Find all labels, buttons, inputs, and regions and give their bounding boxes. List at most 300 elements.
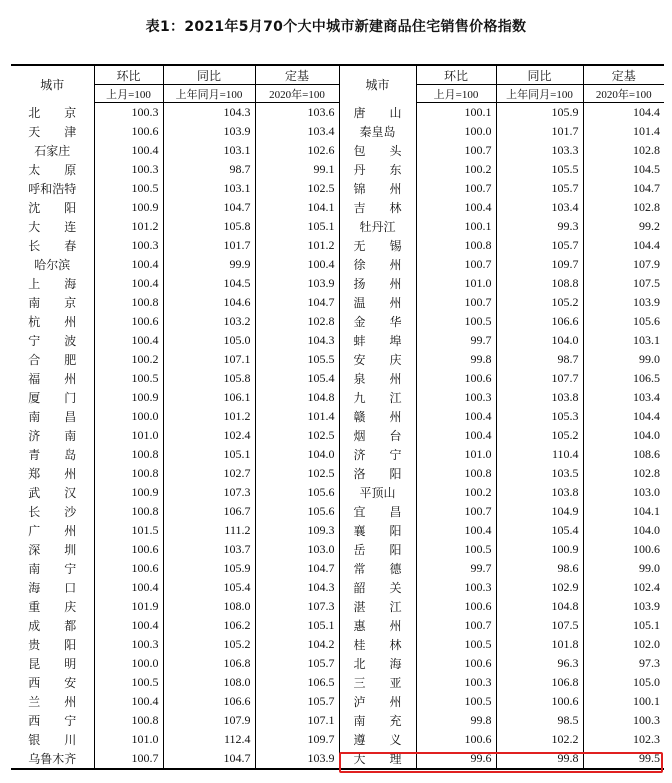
- left-yoy-cell: 104.7: [163, 749, 255, 769]
- left-city-cell: 厦 门: [28, 391, 77, 405]
- left-city-cell: 青 岛: [28, 448, 77, 462]
- table-row: [11, 198, 664, 217]
- table-row: [11, 350, 664, 369]
- right-mom-cell: 100.4: [416, 198, 496, 217]
- right-city-cell: 包 头: [339, 141, 416, 160]
- mom-ref-right: 上月=100: [416, 85, 496, 103]
- right-mom-cell: 100.5: [416, 692, 496, 711]
- left-base-cell: 104.7: [255, 293, 339, 312]
- right-city-cell: 洛 阳: [339, 464, 416, 483]
- base-header-left: 定基: [255, 65, 339, 85]
- table-row: [11, 179, 664, 198]
- table-row: [11, 445, 664, 464]
- right-city-cell: 唐 山: [339, 103, 416, 123]
- table-row: [11, 369, 664, 388]
- left-mom-cell: 101.0: [94, 730, 163, 749]
- right-mom-cell: 100.6: [416, 730, 496, 749]
- left-city-cell: 武 汉: [28, 486, 77, 500]
- left-base-cell: 103.6: [255, 103, 339, 123]
- right-city-cell: 北 海: [339, 654, 416, 673]
- base-header-right: 定基: [583, 65, 664, 85]
- left-yoy-cell: 105.4: [163, 578, 255, 597]
- left-mom-cell: 100.6: [94, 312, 163, 331]
- left-yoy-cell: 103.1: [163, 179, 255, 198]
- left-city-cell: 太 原: [28, 163, 77, 177]
- left-mom-cell: 100.5: [94, 179, 163, 198]
- left-yoy-cell: 103.2: [163, 312, 255, 331]
- left-yoy-cell: 106.1: [163, 388, 255, 407]
- left-base-cell: 101.2: [255, 236, 339, 255]
- right-yoy-cell: 101.7: [496, 122, 583, 141]
- right-city-cell: 烟 台: [339, 426, 416, 445]
- right-yoy-cell: 107.5: [496, 616, 583, 635]
- city-header-left: 城市: [40, 77, 65, 92]
- left-mom-cell: 100.8: [94, 445, 163, 464]
- left-base-cell: 102.8: [255, 312, 339, 331]
- right-base-cell: 103.4: [583, 388, 664, 407]
- right-mom-cell: 100.2: [416, 160, 496, 179]
- right-base-cell: 100.3: [583, 711, 664, 730]
- right-yoy-cell: 101.8: [496, 635, 583, 654]
- right-yoy-cell: 107.7: [496, 369, 583, 388]
- price-index-table: [11, 64, 664, 770]
- right-yoy-cell: 96.3: [496, 654, 583, 673]
- right-yoy-cell: 98.5: [496, 711, 583, 730]
- left-yoy-cell: 101.7: [163, 236, 255, 255]
- right-yoy-cell: 99.3: [496, 217, 583, 236]
- table-row: [11, 236, 664, 255]
- right-yoy-cell: 104.0: [496, 331, 583, 350]
- right-base-cell: 104.7: [583, 179, 664, 198]
- left-yoy-cell: 106.2: [163, 616, 255, 635]
- left-yoy-cell: 111.2: [163, 521, 255, 540]
- left-base-cell: 102.5: [255, 426, 339, 445]
- left-mom-cell: 100.4: [94, 255, 163, 274]
- left-base-cell: 107.1: [255, 711, 339, 730]
- right-mom-cell: 100.4: [416, 407, 496, 426]
- left-base-cell: 105.6: [255, 483, 339, 502]
- right-mom-cell: 100.1: [416, 103, 496, 123]
- left-base-cell: 107.3: [255, 597, 339, 616]
- table-row: [11, 255, 664, 274]
- left-base-cell: 104.0: [255, 445, 339, 464]
- right-city-cell: 徐 州: [339, 255, 416, 274]
- right-city-cell: 桂 林: [339, 635, 416, 654]
- left-yoy-cell: 104.7: [163, 198, 255, 217]
- table-row: [11, 616, 664, 635]
- right-mom-cell: 100.6: [416, 369, 496, 388]
- left-yoy-cell: 104.5: [163, 274, 255, 293]
- left-mom-cell: 100.0: [94, 654, 163, 673]
- left-mom-cell: 100.4: [94, 578, 163, 597]
- left-yoy-cell: 105.8: [163, 217, 255, 236]
- left-yoy-cell: 105.9: [163, 559, 255, 578]
- left-city-cell: 济 南: [28, 429, 77, 443]
- right-city-cell: 安 庆: [339, 350, 416, 369]
- left-base-cell: 105.7: [255, 654, 339, 673]
- left-yoy-cell: 106.7: [163, 502, 255, 521]
- table-row: [11, 103, 664, 123]
- left-city-cell: 北 京: [28, 105, 77, 120]
- yoy-header-left: 同比: [163, 65, 255, 85]
- left-mom-cell: 100.5: [94, 369, 163, 388]
- right-yoy-cell: 106.6: [496, 312, 583, 331]
- left-city-cell: 天 津: [28, 125, 77, 139]
- left-base-cell: 105.4: [255, 369, 339, 388]
- right-city-cell: 宜 昌: [339, 502, 416, 521]
- left-mom-cell: 101.2: [94, 217, 163, 236]
- right-base-cell: 105.0: [583, 673, 664, 692]
- left-mom-cell: 100.3: [94, 160, 163, 179]
- table-row: [11, 502, 664, 521]
- table-row: [11, 160, 664, 179]
- table-row: [11, 540, 664, 559]
- right-mom-cell: 100.4: [416, 426, 496, 445]
- right-base-cell: 101.4: [583, 122, 664, 141]
- right-yoy-cell: 105.7: [496, 179, 583, 198]
- left-base-cell: 104.1: [255, 198, 339, 217]
- right-city-cell: 吉 林: [339, 198, 416, 217]
- right-mom-cell: 100.1: [416, 217, 496, 236]
- right-mom-cell: 100.6: [416, 597, 496, 616]
- right-city-cell: 襄 阳: [339, 521, 416, 540]
- left-base-cell: 104.3: [255, 331, 339, 350]
- left-mom-cell: 100.0: [94, 407, 163, 426]
- left-city-cell: 长 春: [28, 239, 77, 253]
- left-yoy-cell: 102.7: [163, 464, 255, 483]
- right-mom-cell: 100.7: [416, 141, 496, 160]
- table-row: [11, 274, 664, 293]
- left-mom-cell: 100.8: [94, 711, 163, 730]
- right-base-cell: 99.0: [583, 350, 664, 369]
- right-yoy-cell: 103.5: [496, 464, 583, 483]
- table-row: [11, 692, 664, 711]
- right-base-cell: 104.4: [583, 407, 664, 426]
- base-ref-right: 2020年=100: [583, 85, 664, 103]
- table-row: [11, 293, 664, 312]
- left-mom-cell: 100.3: [94, 103, 163, 123]
- right-yoy-cell: 103.3: [496, 141, 583, 160]
- left-city-cell: 宁 波: [28, 334, 77, 348]
- right-base-cell: 107.5: [583, 274, 664, 293]
- right-yoy-cell: 106.8: [496, 673, 583, 692]
- right-yoy-cell: 108.8: [496, 274, 583, 293]
- left-city-cell: 昆 明: [28, 657, 77, 671]
- right-mom-cell: 100.5: [416, 635, 496, 654]
- right-mom-cell: 100.7: [416, 502, 496, 521]
- right-mom-cell: 99.6: [416, 749, 496, 769]
- right-mom-cell: 101.0: [416, 274, 496, 293]
- right-city-cell: 大 理: [339, 749, 416, 769]
- left-mom-cell: 100.9: [94, 483, 163, 502]
- left-mom-cell: 100.4: [94, 141, 163, 160]
- left-base-cell: 102.5: [255, 464, 339, 483]
- right-mom-cell: 100.7: [416, 179, 496, 198]
- table-row: [11, 141, 664, 160]
- left-yoy-cell: 106.8: [163, 654, 255, 673]
- right-city-cell: 泸 州: [339, 692, 416, 711]
- right-base-cell: 104.4: [583, 103, 664, 123]
- left-base-cell: 104.7: [255, 559, 339, 578]
- left-yoy-cell: 108.0: [163, 597, 255, 616]
- left-base-cell: 102.5: [255, 179, 339, 198]
- base-ref-left: 2020年=100: [255, 85, 339, 103]
- right-base-cell: 102.8: [583, 141, 664, 160]
- left-base-cell: 109.7: [255, 730, 339, 749]
- right-yoy-cell: 98.7: [496, 350, 583, 369]
- left-mom-cell: 100.8: [94, 502, 163, 521]
- right-yoy-cell: 103.8: [496, 483, 583, 502]
- left-city-cell: 海 口: [28, 581, 77, 595]
- left-base-cell: 100.4: [255, 255, 339, 274]
- left-base-cell: 104.3: [255, 578, 339, 597]
- right-mom-cell: 100.6: [416, 654, 496, 673]
- reference-row: [11, 85, 664, 103]
- left-mom-cell: 100.7: [94, 749, 163, 769]
- right-mom-cell: 100.7: [416, 293, 496, 312]
- right-yoy-cell: 99.8: [496, 749, 583, 769]
- right-yoy-cell: 105.3: [496, 407, 583, 426]
- right-yoy-cell: 104.9: [496, 502, 583, 521]
- left-mom-cell: 100.2: [94, 350, 163, 369]
- left-base-cell: 105.1: [255, 217, 339, 236]
- right-mom-cell: 100.5: [416, 540, 496, 559]
- left-yoy-cell: 103.1: [163, 141, 255, 160]
- left-city-cell: 上 海: [28, 277, 77, 291]
- left-city-cell: 西 安: [28, 676, 77, 690]
- left-mom-cell: 100.6: [94, 540, 163, 559]
- left-base-cell: 105.6: [255, 502, 339, 521]
- left-base-cell: 99.1: [255, 160, 339, 179]
- yoy-ref-left: 上年同月=100: [163, 85, 255, 103]
- left-mom-cell: 100.4: [94, 274, 163, 293]
- right-mom-cell: 100.8: [416, 464, 496, 483]
- right-city-cell: 温 州: [339, 293, 416, 312]
- right-base-cell: 102.4: [583, 578, 664, 597]
- right-mom-cell: 100.7: [416, 616, 496, 635]
- right-city-cell: 赣 州: [339, 407, 416, 426]
- left-yoy-cell: 108.0: [163, 673, 255, 692]
- left-city-cell: 兰 州: [28, 695, 77, 709]
- left-yoy-cell: 105.1: [163, 445, 255, 464]
- table-title: 表1：2021年5月70个大中城市新建商品住宅销售价格指数: [145, 19, 527, 35]
- right-base-cell: 104.1: [583, 502, 664, 521]
- table-row: [11, 635, 664, 654]
- right-city-cell: 济 宁: [339, 445, 416, 464]
- left-city-cell: 合 肥: [28, 353, 77, 367]
- right-mom-cell: 99.7: [416, 559, 496, 578]
- right-yoy-cell: 103.4: [496, 198, 583, 217]
- right-yoy-cell: 102.2: [496, 730, 583, 749]
- table-row: [11, 426, 664, 445]
- right-mom-cell: 101.0: [416, 445, 496, 464]
- right-base-cell: 99.2: [583, 217, 664, 236]
- right-base-cell: 104.4: [583, 236, 664, 255]
- right-city-cell: 岳 阳: [339, 540, 416, 559]
- left-city-cell: 哈尔滨: [34, 258, 71, 272]
- city-header-right: 城市: [339, 65, 416, 103]
- right-base-cell: 106.5: [583, 369, 664, 388]
- left-city-cell: 南 昌: [28, 410, 77, 424]
- right-base-cell: 105.1: [583, 616, 664, 635]
- left-yoy-cell: 99.9: [163, 255, 255, 274]
- table-row: [11, 578, 664, 597]
- right-base-cell: 97.3: [583, 654, 664, 673]
- mom-header-left: 环比: [94, 65, 163, 85]
- right-yoy-cell: 105.9: [496, 103, 583, 123]
- left-base-cell: 105.7: [255, 692, 339, 711]
- header-row: [11, 65, 664, 85]
- table-row: [11, 464, 664, 483]
- right-base-cell: 100.6: [583, 540, 664, 559]
- right-yoy-cell: 105.7: [496, 236, 583, 255]
- left-city-cell: 南 京: [28, 296, 77, 310]
- right-mom-cell: 99.7: [416, 331, 496, 350]
- right-city-cell: 丹 东: [339, 160, 416, 179]
- right-base-cell: 105.6: [583, 312, 664, 331]
- left-mom-cell: 100.4: [94, 331, 163, 350]
- left-city-cell: 大 连: [28, 220, 77, 234]
- table-row: [11, 331, 664, 350]
- right-mom-cell: 100.3: [416, 578, 496, 597]
- right-base-cell: 103.0: [583, 483, 664, 502]
- left-base-cell: 104.8: [255, 388, 339, 407]
- left-mom-cell: 100.8: [94, 464, 163, 483]
- left-mom-cell: 100.6: [94, 559, 163, 578]
- right-base-cell: 104.0: [583, 521, 664, 540]
- left-yoy-cell: 107.9: [163, 711, 255, 730]
- right-base-cell: 99.0: [583, 559, 664, 578]
- left-mom-cell: 101.9: [94, 597, 163, 616]
- left-city-cell: 南 宁: [28, 562, 77, 576]
- right-yoy-cell: 109.7: [496, 255, 583, 274]
- left-city-cell: 成 都: [28, 619, 77, 633]
- right-mom-cell: 100.5: [416, 312, 496, 331]
- right-base-cell: 103.9: [583, 293, 664, 312]
- yoy-ref-right: 上年同月=100: [496, 85, 583, 103]
- left-mom-cell: 100.5: [94, 673, 163, 692]
- right-mom-cell: 99.8: [416, 350, 496, 369]
- left-city-cell: 郑 州: [28, 467, 77, 481]
- table-row: [11, 388, 664, 407]
- left-yoy-cell: 103.9: [163, 122, 255, 141]
- left-mom-cell: 100.4: [94, 692, 163, 711]
- right-mom-cell: 100.3: [416, 673, 496, 692]
- right-city-cell: 九 江: [339, 388, 416, 407]
- right-yoy-cell: 98.6: [496, 559, 583, 578]
- right-city-cell: 三 亚: [339, 673, 416, 692]
- table-row: [11, 749, 664, 769]
- left-mom-cell: 100.6: [94, 122, 163, 141]
- right-city-cell: 湛 江: [339, 597, 416, 616]
- mom-header-right: 环比: [416, 65, 496, 85]
- right-mom-cell: 100.0: [416, 122, 496, 141]
- left-base-cell: 103.9: [255, 274, 339, 293]
- right-base-cell: 103.1: [583, 331, 664, 350]
- left-city-cell: 乌鲁木齐: [28, 752, 77, 766]
- right-base-cell: 102.0: [583, 635, 664, 654]
- right-yoy-cell: 102.9: [496, 578, 583, 597]
- left-mom-cell: 100.8: [94, 293, 163, 312]
- left-mom-cell: 101.5: [94, 521, 163, 540]
- left-yoy-cell: 105.2: [163, 635, 255, 654]
- left-city-cell: 银 川: [28, 733, 77, 747]
- right-base-cell: 108.6: [583, 445, 664, 464]
- right-mom-cell: 100.2: [416, 483, 496, 502]
- left-city-cell: 重 庆: [28, 600, 77, 614]
- right-city-cell: 扬 州: [339, 274, 416, 293]
- left-base-cell: 102.6: [255, 141, 339, 160]
- right-city-cell: 常 德: [339, 559, 416, 578]
- right-base-cell: 100.1: [583, 692, 664, 711]
- table-row: [11, 407, 664, 426]
- left-base-cell: 104.2: [255, 635, 339, 654]
- left-yoy-cell: 107.1: [163, 350, 255, 369]
- right-city-cell: 无 锡: [339, 236, 416, 255]
- right-base-cell: 104.5: [583, 160, 664, 179]
- right-mom-cell: 100.7: [416, 255, 496, 274]
- right-base-cell: 107.9: [583, 255, 664, 274]
- left-yoy-cell: 105.8: [163, 369, 255, 388]
- left-city-cell: 杭 州: [28, 315, 77, 329]
- table-row: [11, 654, 664, 673]
- left-mom-cell: 100.9: [94, 388, 163, 407]
- right-yoy-cell: 104.8: [496, 597, 583, 616]
- table-row: [11, 559, 664, 578]
- right-base-cell: 102.3: [583, 730, 664, 749]
- right-yoy-cell: 103.8: [496, 388, 583, 407]
- table-row: [11, 730, 664, 749]
- left-city-cell: 石家庄: [34, 144, 71, 158]
- left-base-cell: 103.4: [255, 122, 339, 141]
- left-city-cell: 贵 阳: [28, 638, 77, 652]
- left-yoy-cell: 101.2: [163, 407, 255, 426]
- right-city-cell: 牡丹江: [339, 217, 416, 236]
- left-city-cell: 沈 阳: [28, 201, 77, 215]
- right-yoy-cell: 100.9: [496, 540, 583, 559]
- left-city-cell: 深 圳: [28, 543, 77, 557]
- right-mom-cell: 100.3: [416, 388, 496, 407]
- right-base-cell: 104.0: [583, 426, 664, 445]
- right-city-cell: 平顶山: [339, 483, 416, 502]
- right-yoy-cell: 100.6: [496, 692, 583, 711]
- table-row: [11, 217, 664, 236]
- right-city-cell: 南 充: [339, 711, 416, 730]
- table-row: [11, 521, 664, 540]
- left-city-cell: 广 州: [28, 524, 77, 538]
- left-base-cell: 103.9: [255, 749, 339, 769]
- right-city-cell: 蚌 埠: [339, 331, 416, 350]
- right-city-cell: 金 华: [339, 312, 416, 331]
- right-city-cell: 韶 关: [339, 578, 416, 597]
- left-yoy-cell: 104.3: [163, 103, 255, 123]
- right-yoy-cell: 105.2: [496, 293, 583, 312]
- right-mom-cell: 100.8: [416, 236, 496, 255]
- table-body: [11, 103, 664, 770]
- table-row: [11, 673, 664, 692]
- left-yoy-cell: 105.0: [163, 331, 255, 350]
- table-row: [11, 711, 664, 730]
- left-base-cell: 106.5: [255, 673, 339, 692]
- left-mom-cell: 101.0: [94, 426, 163, 445]
- left-base-cell: 109.3: [255, 521, 339, 540]
- left-yoy-cell: 112.4: [163, 730, 255, 749]
- right-yoy-cell: 110.4: [496, 445, 583, 464]
- left-yoy-cell: 98.7: [163, 160, 255, 179]
- left-yoy-cell: 107.3: [163, 483, 255, 502]
- right-city-cell: 锦 州: [339, 179, 416, 198]
- right-city-cell: 遵 义: [339, 730, 416, 749]
